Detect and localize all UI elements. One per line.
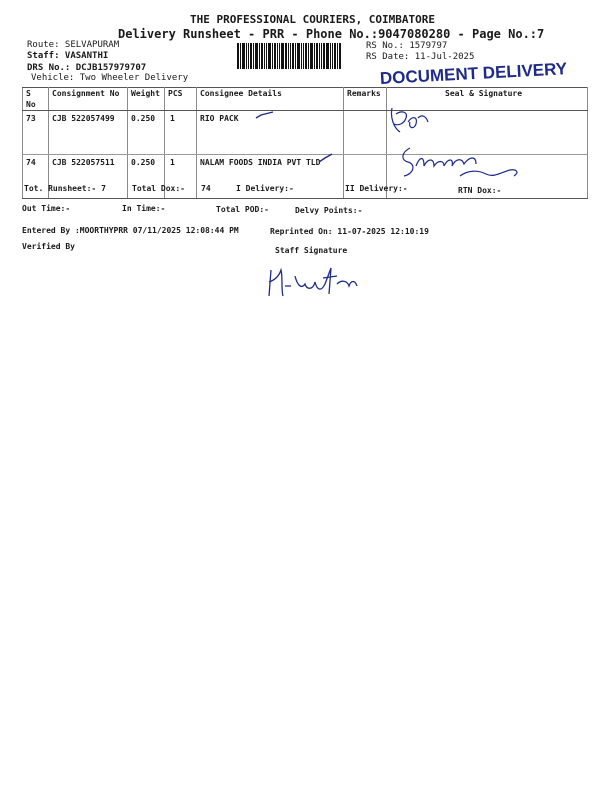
ii-delivery: II Delivery:- <box>345 184 408 193</box>
i-delivery: I Delivery:- <box>236 184 294 193</box>
cell-consignment: CJB 522057499 <box>49 111 128 155</box>
total-dox-label: Total Dox:- <box>132 184 185 193</box>
delvy-points: Delvy Points:- <box>295 206 363 215</box>
out-time: Out Time:- <box>22 204 71 213</box>
tot-runsheet: Tot. Runsheet:- 7 <box>24 184 106 193</box>
col-header-remarks: Remarks <box>344 88 387 111</box>
in-time: In Time:- <box>122 204 166 213</box>
col-header-signature: Seal & Signature <box>387 88 588 111</box>
cell-sno: 73 <box>23 111 49 155</box>
cell-consignment: CJB 522057511 <box>49 155 128 199</box>
cell-remarks <box>344 111 387 155</box>
total-dox-value: 74 <box>201 184 211 193</box>
cell-sno: 74 <box>23 155 49 199</box>
tick-mark-icon <box>255 110 275 122</box>
cell-weight: 0.250 <box>128 111 165 155</box>
tick-mark-icon <box>318 152 334 164</box>
col-header-pcs: PCS <box>165 88 197 111</box>
signature-row-73 <box>388 104 438 140</box>
col-header-sno: S No <box>23 88 49 111</box>
cell-pcs: 1 <box>165 111 197 155</box>
cell-consignee: NALAM FOODS INDIA PVT TLD <box>197 155 344 199</box>
vehicle-label: Vehicle: Two Wheeler Delivery <box>31 73 189 83</box>
col-header-consignee: Consignee Details <box>197 88 344 111</box>
rs-date: RS Date: 11-Jul-2025 <box>366 52 475 62</box>
barcode <box>237 43 363 69</box>
entered-by: Entered By :MOORTHYPRR 07/11/2025 12:08:44 PM <box>22 226 239 235</box>
cell-consignee: RIO PACK <box>197 111 344 155</box>
signature-row-74 <box>398 142 528 188</box>
rtn-dox: RTN Dox:- <box>458 186 502 195</box>
col-header-weight: Weight <box>128 88 165 111</box>
rs-number: RS No.: 1579797 <box>366 41 448 51</box>
cell-weight: 0.250 <box>128 155 165 199</box>
table-header-row <box>23 88 588 111</box>
drs-number: DRS No.: DCJB157979707 <box>27 63 147 73</box>
route-label: Route: SELVAPURAM <box>27 40 120 50</box>
verified-by: Verified By <box>22 242 75 251</box>
runsheet-subtitle: Delivery Runsheet - PRR - Phone No.:9047080280 - Page No.:7 <box>118 27 545 41</box>
cell-pcs: 1 <box>165 155 197 199</box>
document-delivery-stamp: DOCUMENT DELIVERY <box>379 59 568 88</box>
total-pod: Total POD:- <box>216 205 269 214</box>
reprinted-on: Reprinted On: 11-07-2025 12:10:19 <box>270 227 429 236</box>
company-title: THE PROFESSIONAL COURIERS, COIMBATORE <box>190 13 436 26</box>
col-header-consignment: Consignment No <box>49 88 128 111</box>
staff-label: Staff: VASANTHI <box>27 51 109 61</box>
staff-signature-label: Staff Signature <box>275 246 348 255</box>
staff-signature <box>265 262 365 300</box>
